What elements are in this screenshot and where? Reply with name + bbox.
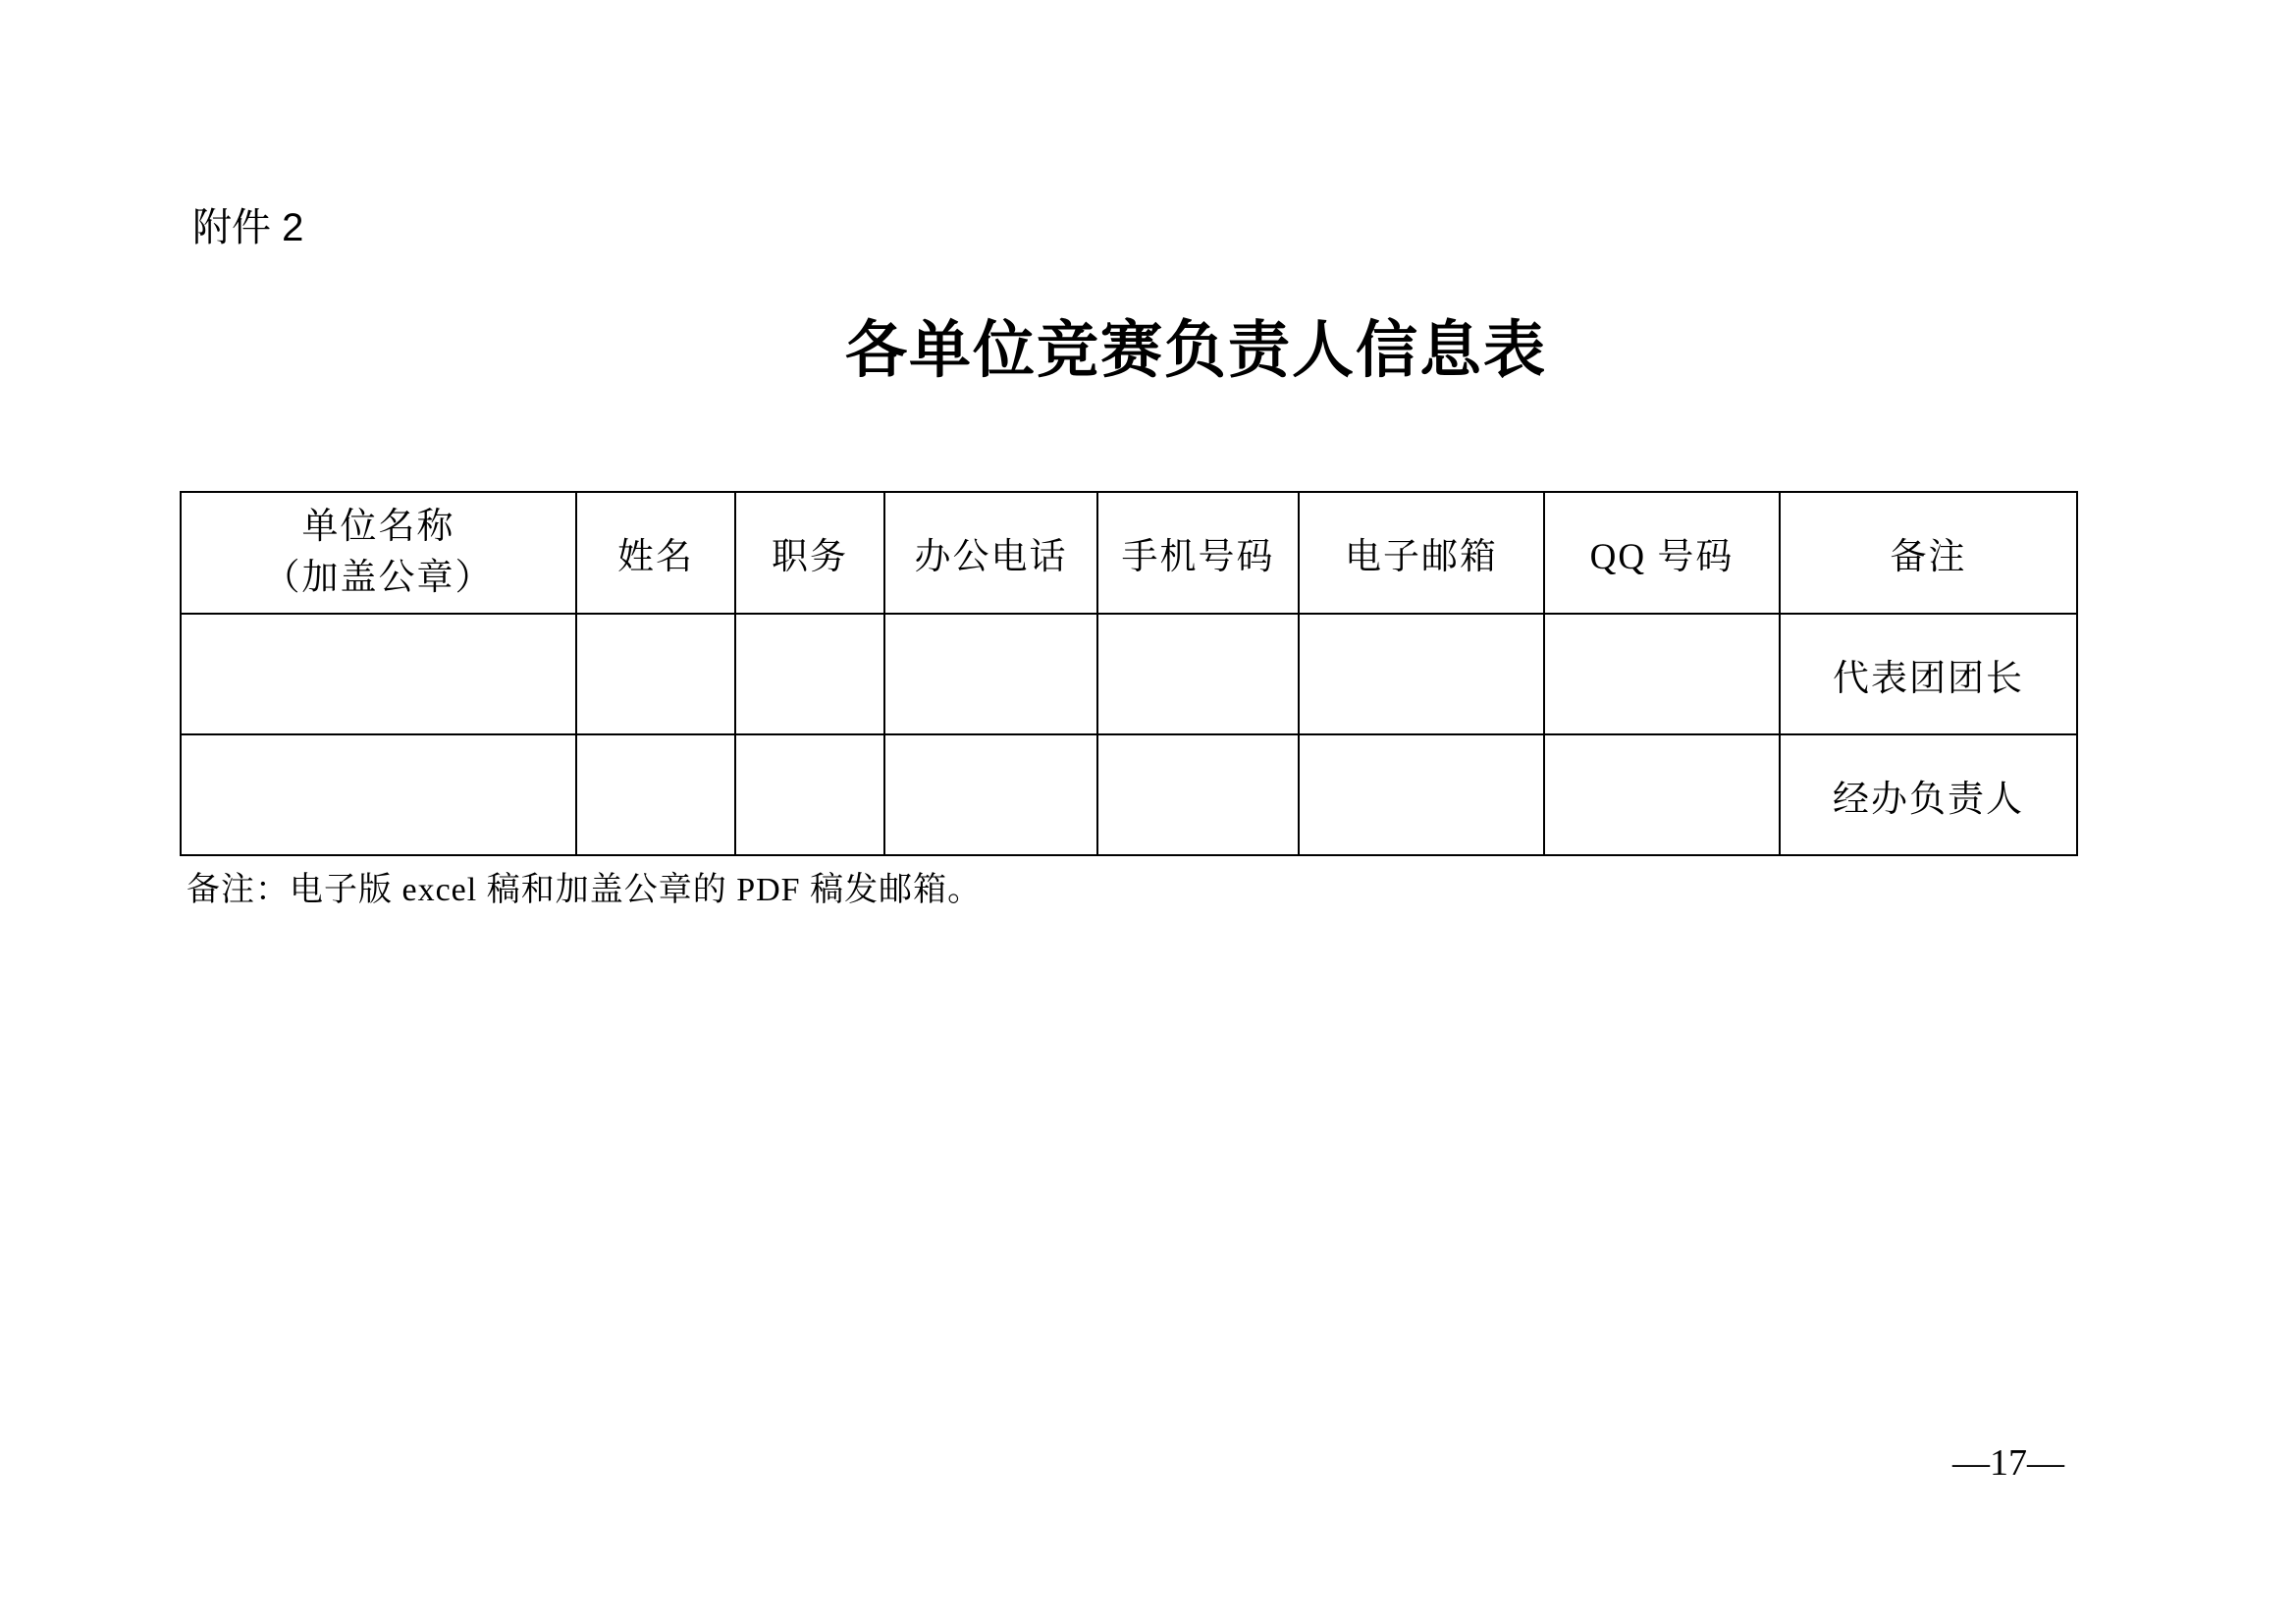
footnote: 备注：电子版 excel 稿和加盖公章的 PDF 稿发邮箱。 xyxy=(187,872,983,908)
col-header-office-phone: 办公电话 xyxy=(884,492,1097,614)
cell-office-phone-row1 xyxy=(884,614,1097,734)
col-header-remarks: 备注 xyxy=(1780,492,2077,614)
cell-email-row2 xyxy=(1299,734,1544,855)
cell-unit-name-row2 xyxy=(181,734,576,855)
cell-remarks-row1: 代表团团长 xyxy=(1780,614,2077,734)
cell-unit-name-row1 xyxy=(181,614,576,734)
cell-remarks-row2: 经办负责人 xyxy=(1780,734,2077,855)
cell-email-row1 xyxy=(1299,614,1544,734)
col-header-unit-name-line2: （加盖公章） xyxy=(263,558,494,598)
col-header-name: 姓名 xyxy=(576,492,735,614)
page-number: —17— xyxy=(1952,1442,2064,1484)
col-header-unit-name xyxy=(181,492,576,614)
table-header-row xyxy=(181,492,2077,614)
col-header-qq-number: QQ 号码 xyxy=(1544,492,1780,614)
col-header-position: 职务 xyxy=(735,492,884,614)
cell-name-row1 xyxy=(576,614,735,734)
cell-name-row2 xyxy=(576,734,735,855)
col-header-email: 电子邮箱 xyxy=(1299,492,1544,614)
cell-position-row2 xyxy=(735,734,884,855)
cell-position-row1 xyxy=(735,614,884,734)
table-row-handling-manager xyxy=(181,734,2077,855)
cell-mobile-number-row2 xyxy=(1097,734,1299,855)
col-header-mobile-number: 手机号码 xyxy=(1097,492,1299,614)
contact-info-table xyxy=(180,491,2078,856)
cell-office-phone-row2 xyxy=(884,734,1097,855)
attachment-label: 附件 2 xyxy=(192,206,304,249)
cell-qq-number-row1 xyxy=(1544,614,1780,734)
cell-qq-number-row2 xyxy=(1544,734,1780,855)
col-header-unit-name-line1: 单位名称 xyxy=(301,507,455,548)
table-row-delegation-leader xyxy=(181,614,2077,734)
document-title: 各单位竞赛负责人信息表 xyxy=(845,316,1547,385)
cell-mobile-number-row1 xyxy=(1097,614,1299,734)
